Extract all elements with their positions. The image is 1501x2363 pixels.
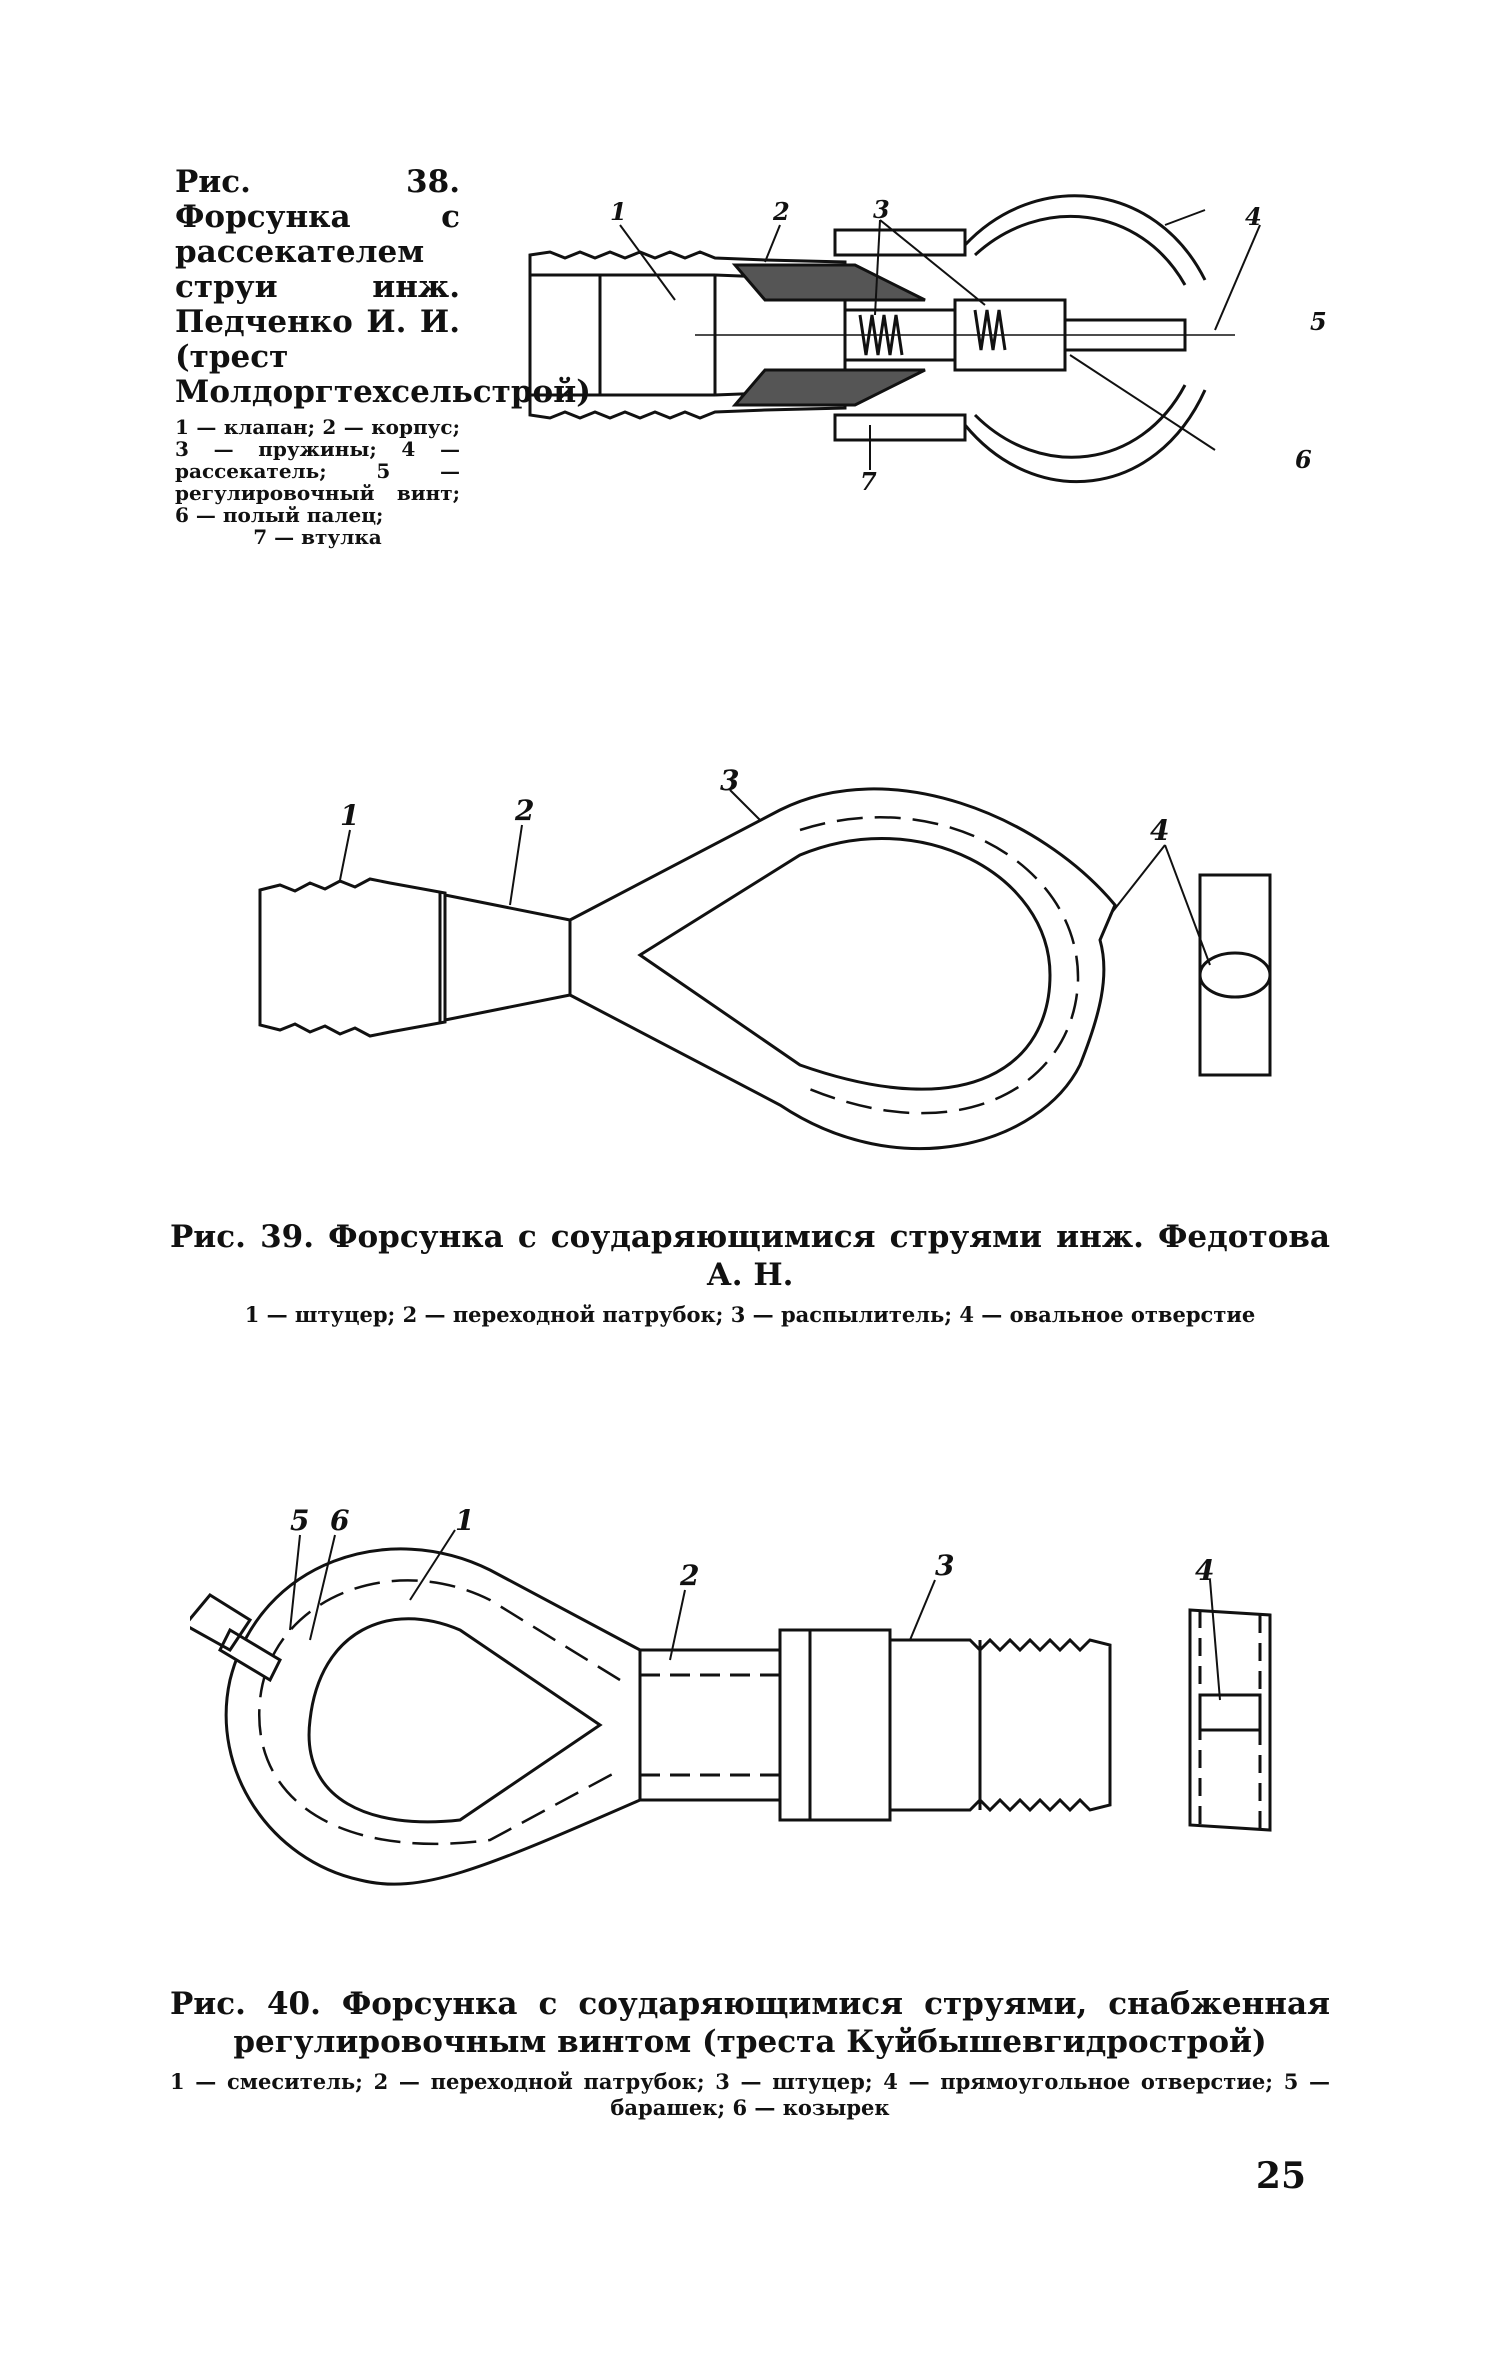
fig40-fitting — [890, 1640, 1110, 1810]
fig39-sprayer-dashed — [800, 817, 1078, 1113]
fig39-adapter — [445, 895, 570, 1020]
fig38-spring-2 — [975, 310, 1005, 350]
fig40-rect-hole — [1200, 1695, 1260, 1730]
fig40-label-3: 3 — [935, 1549, 955, 1582]
page-number: 25 — [1255, 2155, 1306, 2197]
fig40-mixer-dashed — [259, 1580, 620, 1843]
fig38-hatched-bottom — [735, 370, 925, 405]
fig38-label-2: 2 — [773, 197, 790, 226]
fig40-mixer-outer — [226, 1549, 640, 1884]
fig38-label-7: 7 — [860, 467, 877, 490]
fig40-mixer-inner — [309, 1619, 600, 1822]
fig38-clamp-bottom — [835, 415, 965, 440]
fig39-pipe — [1200, 875, 1270, 1075]
fig39-label-4: 4 — [1150, 814, 1170, 847]
fig38-label-1: 1 — [610, 197, 627, 226]
fig38-deflector — [965, 196, 1205, 482]
fig39-sprayer-inner — [640, 838, 1050, 1089]
fig38-label-3: 3 — [873, 195, 890, 224]
fig39-label-1: 1 — [340, 799, 360, 832]
fig38-legend-tail: 7 — втулка — [253, 525, 382, 549]
fig39-caption — [170, 1218, 1330, 1328]
fig38-label-6: 6 — [1295, 445, 1312, 474]
fig40-label-2: 2 — [680, 1559, 700, 1592]
fig38-drawing — [515, 190, 1335, 490]
fig39-label-3: 3 — [720, 765, 740, 797]
fig38-title: Рис. 38. Форсунка с рассекателем струи инж. Педченко И. И. (трест Молдоргтехсельстрой) — [175, 164, 591, 410]
fig40-legend: 1 — смеситель; 2 — переходной патрубок; 3 — штуцер; 4 — прямоугольное отверстие; 5 — барашек; 6 — козырек — [170, 2069, 1330, 2120]
fig40-pipe — [1190, 1610, 1270, 1830]
fig39-fitting — [260, 879, 445, 1036]
fig39-legend: 1 — штуцер; 2 — переходной патрубок; 3 — распылитель; 4 — овальное отверстие — [244, 1302, 1256, 1327]
fig40-adapter — [640, 1650, 780, 1800]
fig40-title: Рис. 40. Форсунка с соударяющимися струями, снабженная регулировочным винтом (треста Куйбышевгидрострой) — [170, 1986, 1330, 2060]
fig40-leaders — [290, 1530, 1220, 1700]
fig40-label-5: 5 — [290, 1504, 310, 1537]
fig38-hatched-top — [735, 265, 925, 300]
fig40-label-4: 4 — [1195, 1554, 1215, 1587]
fig39-label-2: 2 — [515, 794, 535, 827]
fig39-oval-hole — [1200, 953, 1270, 997]
fig38-deflector-inner — [975, 216, 1185, 457]
fig40-label-6: 6 — [330, 1504, 350, 1537]
fig40-nut — [780, 1630, 890, 1820]
fig39-title: Рис. 39. Форсунка с соударяющимися струями инж. Федотова А. Н. — [170, 1219, 1330, 1293]
fig38-legend-text: 1 — клапан; 2 — корпус; 3 — пружины; 4 — рассекатель; 5 — регулировочный винт; 6 — полый палец; — [175, 415, 460, 527]
fig38-clamp-top — [835, 230, 965, 255]
fig38-label-5: 5 — [1310, 307, 1327, 336]
fig38-caption — [175, 164, 591, 549]
fig40-label-1: 1 — [455, 1504, 475, 1537]
fig38-label-4: 4 — [1245, 202, 1262, 231]
fig40-caption — [170, 1985, 1330, 2121]
fig40-drawing — [190, 1500, 1320, 1940]
fig38-legend — [175, 416, 460, 548]
fig39-drawing — [240, 765, 1300, 1205]
fig39-leaders — [340, 790, 1210, 965]
